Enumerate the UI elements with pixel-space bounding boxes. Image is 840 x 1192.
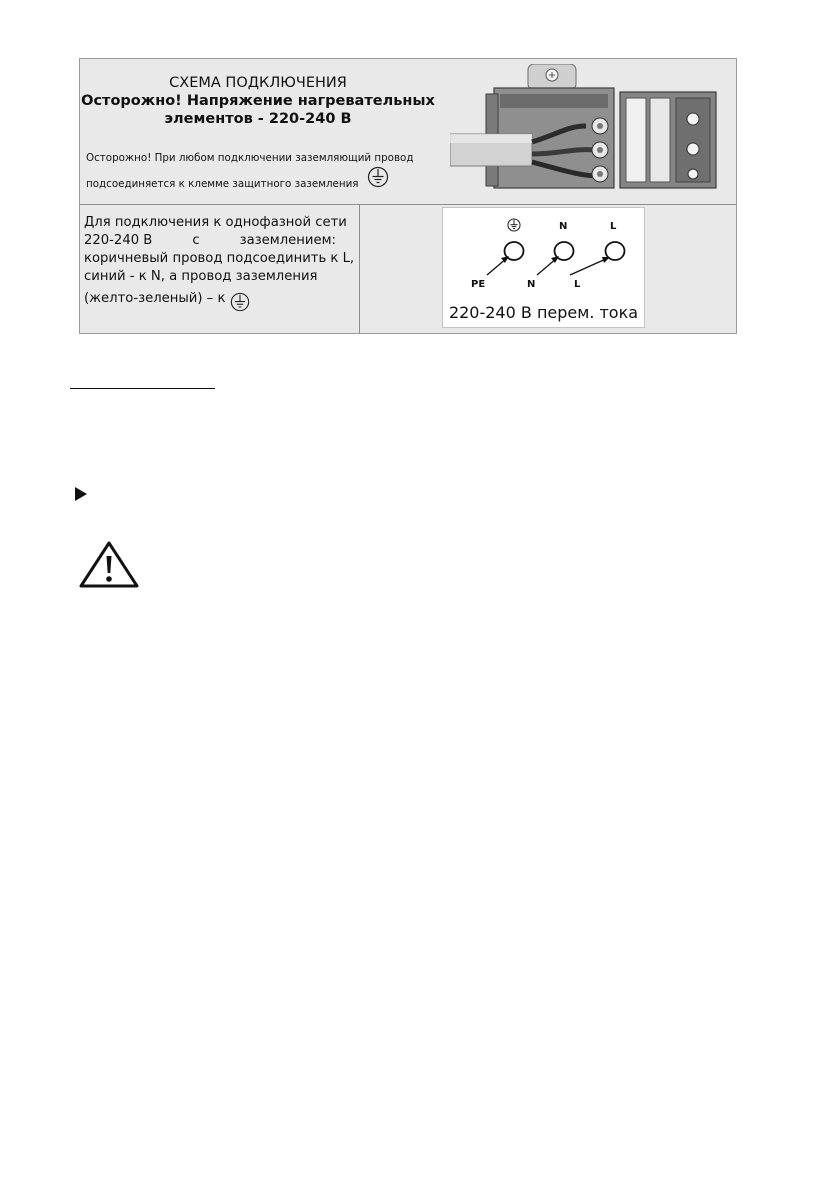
ground-caution-line1: Осторожно! При любом подключении заземляющий провод [86, 152, 414, 164]
terminal-label-pe: PE [471, 279, 486, 290]
section-underline [70, 388, 215, 389]
instruction-line: Для подключения к однофазной сети [84, 215, 347, 230]
ground-icon [367, 166, 389, 188]
scheme-title: СХЕМА ПОДКЛЮЧЕНИЯ [169, 75, 347, 91]
voltage-warning-line1: Осторожно! Напряжение нагревательных [81, 93, 435, 109]
diagram-header [80, 59, 736, 205]
connection-instructions-cell [80, 204, 360, 333]
terminal-label-l: L [574, 279, 581, 290]
instruction-line: синий - к N, а провод заземления [84, 269, 318, 284]
warning-triangle-icon [77, 540, 141, 590]
terminal-diagram [442, 207, 645, 328]
instruction-word: с [192, 233, 200, 248]
voltage-warning-line2: элементов - 220-240 В [164, 111, 352, 127]
voltage-label: 220-240 В перем. тока [448, 303, 639, 322]
instruction-line: коричневый провод подсоединить к L, [84, 251, 355, 266]
terminal-label-n: N [527, 279, 536, 290]
instruction-line [84, 232, 336, 250]
terminal-top-label-l: L [610, 221, 617, 232]
terminal-block-photo [450, 64, 720, 200]
ground-icon [230, 292, 250, 312]
connection-diagram-panel [79, 58, 737, 334]
triangle-bullet-icon [75, 487, 87, 501]
instruction-line: (желто-зеленый) – к [84, 291, 226, 306]
connection-instructions [84, 214, 355, 308]
instruction-word: заземлением: [239, 233, 336, 248]
ground-caution-line2: подсоединяется к клемме защитного заземления [86, 178, 359, 190]
terminal-top-label-n: N [559, 221, 568, 232]
instruction-word: 220-240 В [84, 233, 153, 248]
